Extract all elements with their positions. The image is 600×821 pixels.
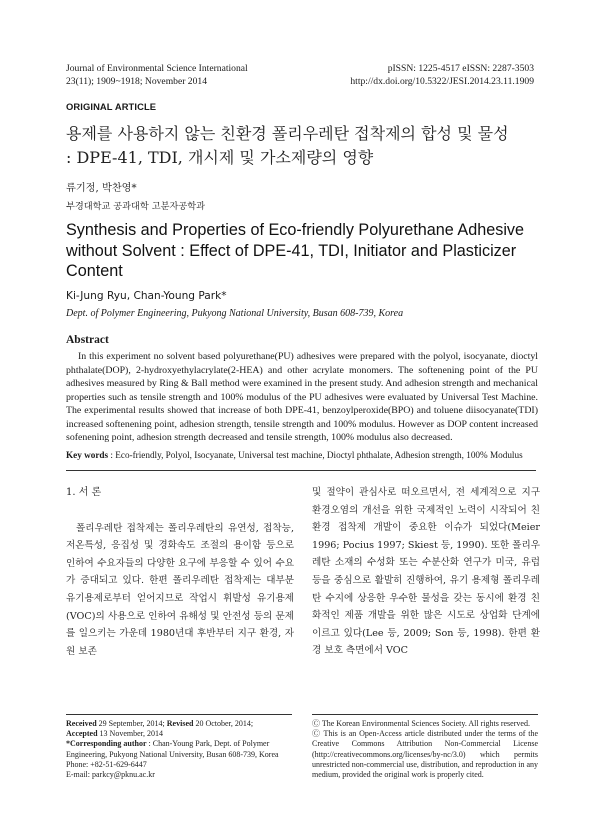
body-paragraph-left: 폴리우레탄 접착제는 폴리우레탄의 유연성, 접착능, 저온특성, 응집성 및 경화속도 조절의 용이함 등으로 인하여 수요자들의 다양한 요구에 부응할 수 있어 수요가 증대되고 있다. 한편 폴리우레탄 접착제는 대부분 유기용제로부터 얻어지므로 작업시 휘발성 유기용제(VOC)의 사용으로 인하여 유해성 및 안전성 등의 문제를 일으키는 가운데 1980년대 후반부터 지구 환경, 자원 보존 xyxy=(66,522,294,657)
dates-line xyxy=(66,719,292,729)
keywords-text: : Eco-friendly, Polyol, Isocyanate, Universal test machine, Dioctyl phthalate, Adhesion strength, 100% Modulus xyxy=(108,450,523,460)
accepted-label: Accepted xyxy=(66,729,98,739)
article-type: ORIGINAL ARTICLE xyxy=(66,101,157,112)
journal-name: Journal of Environmental Science International xyxy=(66,63,248,74)
section-title: 1. 서 론 xyxy=(66,487,102,498)
body-left-column xyxy=(66,484,294,660)
korean-authors: 류기정, 박찬영* xyxy=(66,183,137,194)
corresponding-text: : Chan-Young Park, Dept. of Polymer Engineering, Pukyong National University, Busan 608-739, Korea xyxy=(66,739,279,759)
keywords xyxy=(66,450,546,460)
revised-label: Revised xyxy=(166,719,194,728)
body-right-column xyxy=(312,484,540,660)
abstract-heading: Abstract xyxy=(66,334,109,346)
accepted-line xyxy=(66,729,292,739)
corresponding-label: *Corresponding author xyxy=(66,739,147,749)
phone: Phone: +82-51-629-6447 xyxy=(66,759,147,769)
english-affiliation: Dept. of Polymer Engineering, Pukyong National University, Busan 608-739, Korea xyxy=(66,308,404,319)
volume-info: 23(11); 1909~1918; November 2014 xyxy=(66,76,207,87)
corresponding-author xyxy=(66,739,292,759)
journal-header-right xyxy=(350,62,534,88)
copyright-notice: Ⓒ The Korean Environmental Sciences Society. All rights reserved. xyxy=(312,719,530,728)
license-notice: Ⓒ This is an Open-Access article distributed under the terms of the Creative Commons Attribution Non-Commercial License (http://creativecommons.org/licenses/by-nc/3.0) which permits unrestricted non-commercial use, distribution, and reproduction in any medium, provided the original work is properly cited. xyxy=(312,729,538,780)
email-link[interactable]: E-mail: parkcy@pknu.ac.kr xyxy=(66,770,155,780)
body-paragraph-right: 및 절약이 관심사로 떠오르면서, 전 세계적으로 지구 환경오염의 개선을 위한 국제적인 노력이 시작되어 친환경 접착제 개발이 중요한 이슈가 되었다(Meier 1996; Pocius 1997; Skiest 등, 1990). 또한 폴리우레탄 소재의 수성화 또는 수분산화 연구가 미국, 유럽 등을 중심으로 활발히 진행하여, 유기 용제형 폴리우레탄 수지에 상응한 우수한 물성을 갖는 동시에 환경 친화적인 제품 개발을 위한 많은 시도로 상업화 단계에 이르고 있다(Lee 등, 2009; Son 등, 1998). 한편 환경 보호 측면에서 VOC xyxy=(312,487,540,657)
revised-date: 20 October, 2014; xyxy=(193,719,254,728)
english-authors: Ki-Jung Ryu, Chan-Young Park* xyxy=(66,290,227,302)
korean-title-line1: 용제를 사용하지 않는 친환경 폴리우레탄 접착제의 합성 및 물성 xyxy=(66,124,509,143)
received-date: 29 September, 2014; xyxy=(96,719,167,728)
korean-title-line2: : DPE-41, TDI, 개시제 및 가소제량의 영향 xyxy=(66,148,374,167)
doi-link[interactable]: http://dx.doi.org/10.5322/JESI.2014.23.11.1909 xyxy=(350,76,534,87)
accepted-date: 13 November, 2014 xyxy=(97,729,163,739)
footnote-divider-left xyxy=(66,714,292,715)
keywords-label: Key words xyxy=(66,450,109,460)
english-title: Synthesis and Properties of Eco-friendly Polyurethane Adhesive without Solvent : Effect of DPE-41, TDI, Initiator and Plasticizer Content xyxy=(66,221,525,280)
issn: pISSN: 1225-4517 eISSN: 2287-3503 xyxy=(387,63,534,74)
footnote-left xyxy=(66,719,292,780)
footnote-right xyxy=(312,719,538,780)
footnote-divider-right xyxy=(312,714,538,715)
korean-affiliation: 부경대학교 공과대학 고분자공학과 xyxy=(66,201,205,212)
abstract-text: In this experiment no solvent based polyurethane(PU) adhesives were prepared with the polyol, isocyanate, dioctyl phthalate(DOP), 2-hydroxyethylacrylate(2-HEA) and other acrylate monomers. The softenening point of the PU adhesives measured by Ring & Ball method were examined in the present study. And adhesion strength and mechanical properties such as tensile strength and 100% modulus of the PU adhesives were evaluated by Universal Test Machine. The experimental results showed that increase of both DPE-41, benzoylperoxide(BPO) and toluene diisocyanate(TDI) increased softenening point, adhesion strength, tensile strength and 100% modulus. However as DOP content increased sofenening point, adhesion strength decreased and tensile strength, 100% modulus also decreased. xyxy=(66,351,538,443)
korean-title xyxy=(66,122,546,170)
journal-header-left xyxy=(66,62,248,88)
received-label: Received xyxy=(66,719,97,728)
section-divider xyxy=(66,470,536,471)
